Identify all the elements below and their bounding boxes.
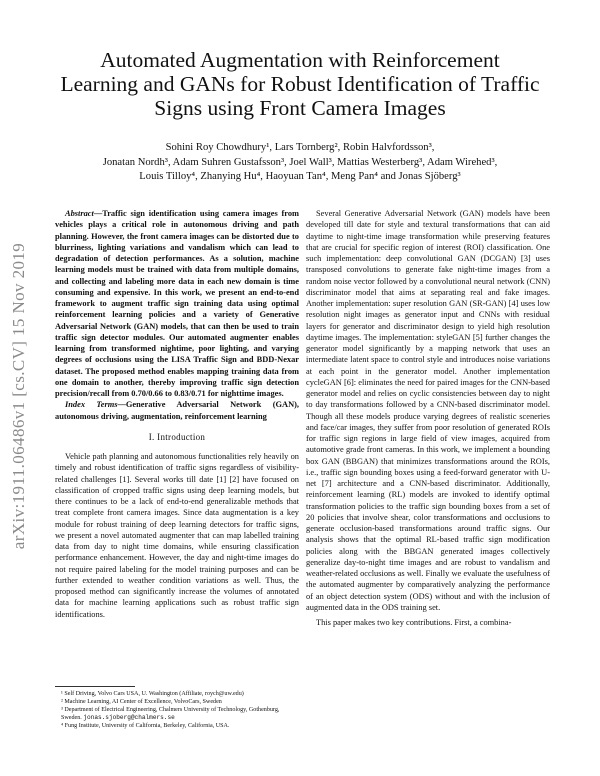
footnote-rule: [55, 686, 135, 687]
intro-paragraph: Vehicle path planning and autonomous functionalities rely heavily on timely and robust identification of traffic signs regardless of visibility-related challenges [1]. Several works till date [1] [2] have focused on classification of cropped traffic signs using deep learning models, but there continues to be a lack of end-to-end generalizable methods that treat complete front camera images. Since data augmentation is a key module for robust training of deep learning detectors for traffic signs, we present a novel automated augmenter that can map labelled training data from day to night time domains, while ensuring classification performance enhancement. However, the day and night-time images do not require paired labeling for the model training purposes and can be further extended to weather condition variations as well. Thus, the proposed method can significantly increase the volumes of annotated data for machine learning applications such as robust traffic sign identifications.: [55, 452, 299, 619]
paper-title: Automated Augmentation with Reinforcement Learning and GANs for Robust Identification of Traffic Signs using Front Camera Images: [60, 48, 540, 120]
footnote: ⁴ Fung Institute, University of California, Berkeley, California, USA.: [61, 723, 230, 729]
footnote: ¹ Self Driving, Volvo Cars USA, U. Washington (Affiliate, roych@uw.edu): [61, 691, 244, 697]
arxiv-identifier-sidebar: [6, 196, 32, 596]
section-heading: I. Introduction: [148, 431, 206, 442]
footnote-email: jonas.sjoberg@chalmers.se: [83, 714, 175, 721]
index-terms-label: Index Terms: [65, 400, 118, 410]
index-terms-text: —Generative Adversarial Network (GAN), autonomous driving, augmentation, reinforcement learning: [55, 400, 299, 421]
abstract-label: Abstract: [65, 209, 94, 218]
author-list: [60, 141, 540, 185]
right-column: [306, 208, 550, 628]
left-column: [55, 208, 299, 620]
arxiv-id: arXiv:1911.06486v1 [cs.CV] 15 Nov 2019: [9, 242, 28, 550]
footnote: ² Machine Learning, AI Center of Excellence, VolvoCars, Sweden: [61, 699, 222, 705]
body-paragraph: Several Generative Adversarial Network (GAN) models have been developed till date for style and textural transformations that can aid daytime to night-time image transformation while preserving features that are crucial for specific region of interest (ROI) classification. One such implementation: deep convolutional GAN (DCGAN) [3] uses transposed convolutions to generate fake night-time images from a random noise vector followed by a convolutional neural network (CNN) discriminator model that aims at separating real and fake images. Another implementation: super resolution GAN (SR-GAN) [4] uses low resolution night images as generator input and CNNs with residual layers for generator and discriminator design to yield high resolution daytime images. The implementation: styleGAN [5] further changes the generator model significantly by a mapping network that uses an intermediate latent space to control style and introduces noise variations at each point in the generator model. Another implementation cycleGAN [6]: eliminates the need for paired images for the CNN-based generator model and relies on cyclic consistencies between day to night to day transformations followed by a CNN-based discriminator model. Though all these models produce varying degrees of realistic sceneries and face/car images, they suffer from poor resolution of generated ROIs for traffic sign regions in large field of view images, acquired from automotive grade front cameras. In this work, we implement a bounding box GAN (BBGAN) that minimizes transformations around the ROIs, i.e., traffic sign bounding boxes using a feed-forward generator with U-net [7] architecture and a CNN-based discriminator. Additionally, reinforcement learning (RL) models are invoked to identify optimal transformation policies to the traffic sign bounding boxes from a set of 20 policies that involve shear, color transformations and occlusions to generate occlusion-based transformations around traffic signs. Our analysis shows that the optimal RL-based traffic sign modification policies along with the BBGAN generated images collectively generalize day-to-night time images and are robust to vandalism and weather-related occlusions as well. Finally we evaluate the usefulness of the automated augmenter by comparatively analyzing the performance of an object detection system (ODS) without and with the inclusion of augmented data in the ODS training set.: [306, 209, 550, 612]
footnote: [61, 706, 299, 722]
author-line: Jonatan Nordh³, Adam Suhren Gustafsson³, Joel Wall³, Mattias Westerberg³, Adam Wirehed³,: [102, 156, 498, 168]
abstract-text: —Traffic sign identification using camera images from vehicles plays a critical role in autonomous driving and path planning. However, the front camera images can be distorted due to blurriness, lighting variations and vandalism which can lead to degradation of detection performances. As a solution, machine learning models must be trained with data from multiple domains, and collecting and labeling more data in each new domain is time consuming and expensive. In this work, we present an end-to-end framework to augment traffic sign training data using optimal reinforcement learning policies and a variety of Generative Adversarial Network (GAN) models, that can then be used to train traffic sign detector modules. Our automated augmenter enables learning from transformed nightime, poor lighting, and varying degrees of occlusions using the LISA Traffic Sign and BDD-Nexar dataset. The proposed method enables mapping training data from one domain to another, thereby improving traffic sign detection precision/recall from 0.70/0.66 to 0.83/0.71 for nighttime images.: [55, 209, 299, 398]
footnote-text: ³ Department of Electrical Engineering, Chalmers University of Technology, Gothenburg, Sweden.: [61, 707, 280, 721]
index-terms: [55, 399, 299, 422]
abstract: [55, 208, 299, 399]
footnotes: [55, 686, 299, 730]
author-line: Louis Tilloy⁴, Zhanying Hu⁴, Haoyuan Tan⁴, Meng Pan⁴ and Jonas Sjöberg³: [139, 171, 461, 182]
author-line: Sohini Roy Chowdhury¹, Lars Tornberg², Robin Halvfordsson³,: [165, 142, 435, 153]
body-paragraph: This paper makes two key contributions. First, a combina-: [316, 618, 512, 627]
